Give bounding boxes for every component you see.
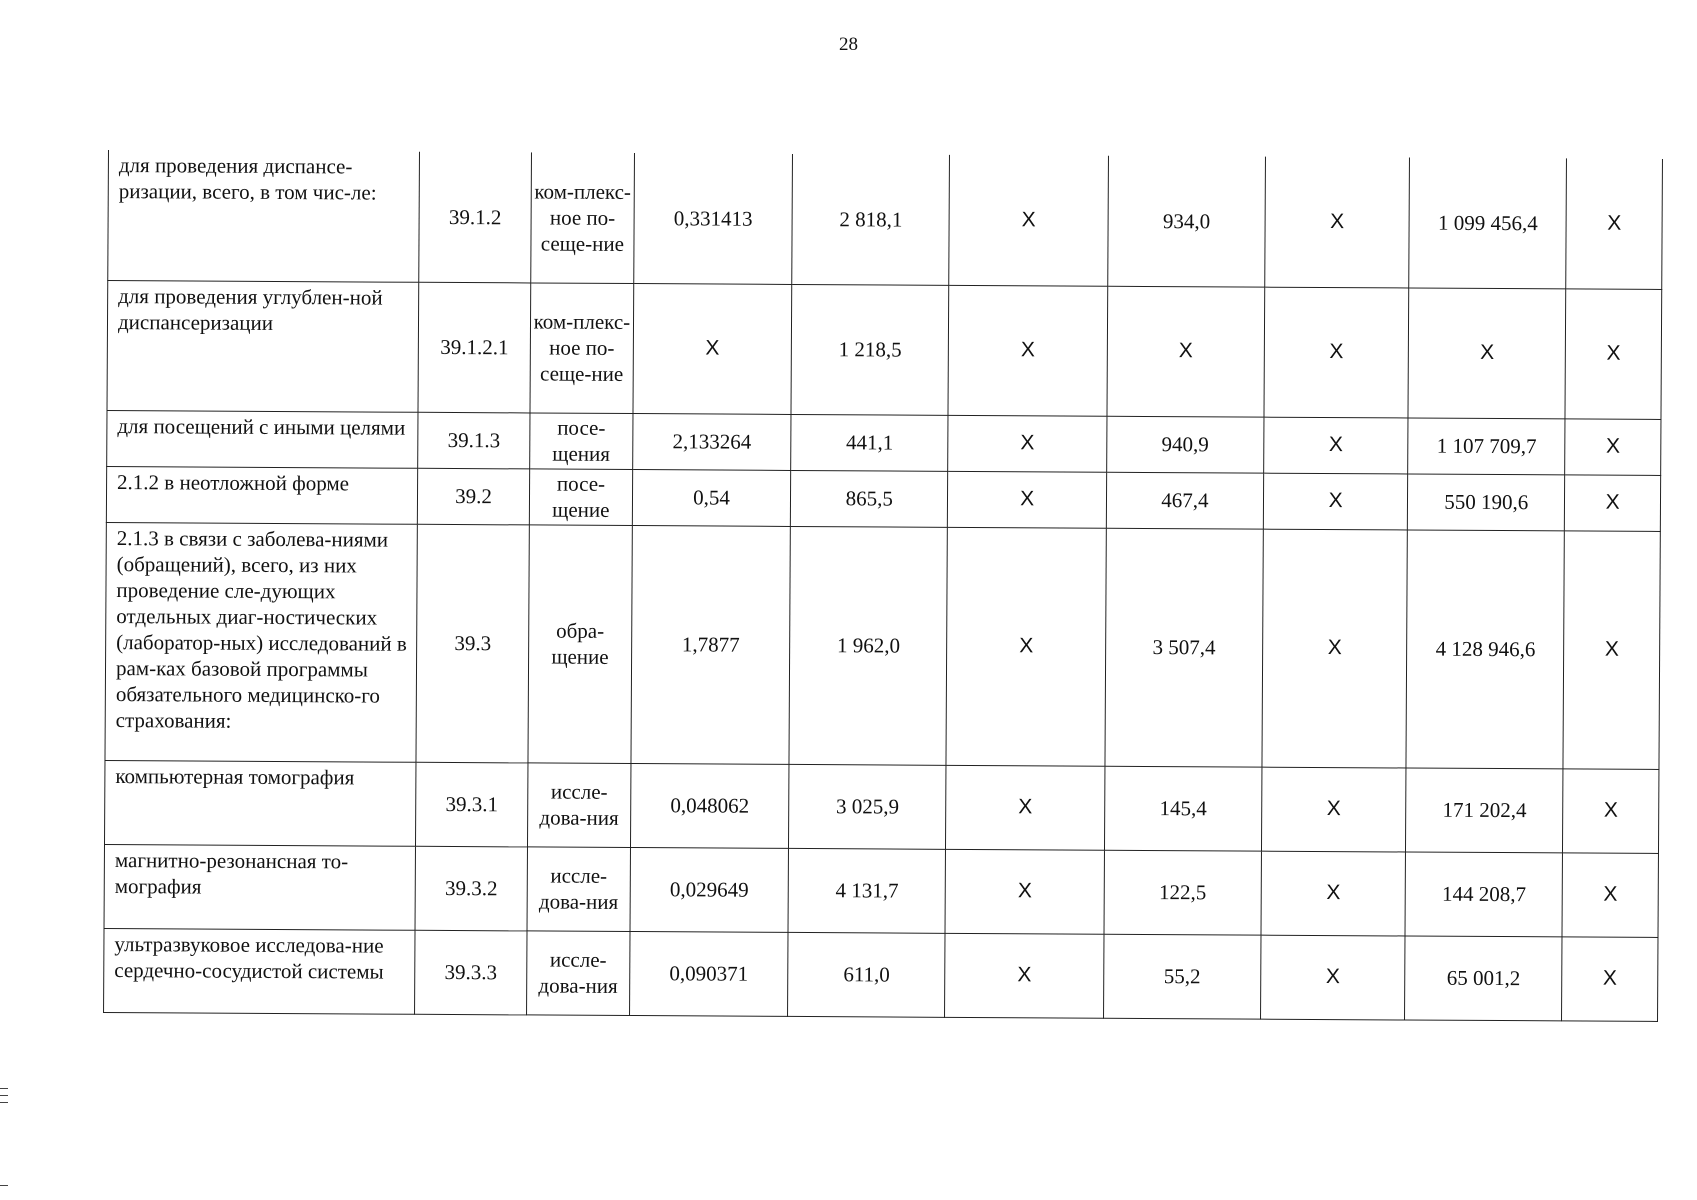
row-value-6: 1 107 709,7 [1408, 417, 1566, 474]
row-value-2: 4 131,7 [788, 848, 946, 933]
scan-margin-mark [0, 1102, 8, 1103]
row-name: 2.1.3 в связи с заболева-ниями (обращений), всего, из них проведение сле-дующих отдельных диаг-ностических (лаборатор-ных) исследований в рам-ках базовой программы обязательного медицинско-го страхования: [105, 522, 418, 762]
row-name: магнитно-резонансная то-мография [104, 844, 416, 930]
row-value-3: Х [946, 527, 1106, 766]
row-value-6: 1 099 456,4 [1409, 157, 1567, 288]
row-value-1: Х [633, 283, 792, 414]
row-value-1: 0,090371 [629, 931, 788, 1016]
page-number: 28 [839, 34, 858, 55]
row-value-3: Х [948, 285, 1107, 416]
row-unit: иссле-дова-ния [527, 846, 630, 931]
table-row [104, 928, 1658, 1021]
row-value-3: Х [945, 933, 1104, 1018]
row-unit: посе-щения [530, 412, 633, 469]
row-value-7: Х [1565, 418, 1661, 475]
row-value-5: Х [1265, 157, 1410, 288]
row-value-3: Х [946, 765, 1105, 850]
row-value-6: Х [1408, 287, 1566, 418]
row-unit: посе-щение [529, 468, 632, 525]
row-value-7: Х [1562, 852, 1658, 937]
row-code: 39.1.2 [419, 152, 531, 283]
row-value-1: 0,048062 [630, 763, 789, 848]
row-value-2: 441,1 [791, 414, 949, 471]
row-value-4: Х [1107, 286, 1265, 417]
row-value-3: Х [949, 155, 1108, 286]
row-unit: обра-щение [528, 524, 632, 763]
row-value-5: Х [1261, 767, 1406, 852]
row-value-7: Х [1563, 530, 1660, 769]
row-value-4: 940,9 [1106, 416, 1264, 473]
row-value-2: 1 218,5 [791, 284, 949, 415]
row-value-7: Х [1563, 768, 1659, 853]
row-code: 39.3 [416, 524, 529, 763]
row-value-5: Х [1261, 935, 1406, 1020]
row-value-5: Х [1262, 529, 1408, 768]
row-value-2: 2 818,1 [792, 154, 950, 285]
row-value-1: 0,331413 [634, 153, 793, 284]
row-name: ультразвуковое исследова-ние сердечно-сосудистой системы [104, 928, 416, 1014]
table-row [105, 522, 1660, 769]
row-value-6: 550 190,6 [1408, 473, 1566, 530]
row-value-4: 467,4 [1106, 472, 1264, 529]
row-name: для проведения диспансе-ризации, всего, в том чис-ле: [108, 150, 420, 282]
row-value-6: 65 001,2 [1405, 935, 1563, 1020]
row-code: 39.3.3 [415, 930, 527, 1015]
row-name: для проведения углублен-ной диспансеризации [107, 280, 419, 412]
row-value-4: 55,2 [1103, 934, 1261, 1019]
table-row [105, 760, 1659, 853]
row-name: 2.1.2 в неотложной форме [106, 466, 418, 524]
row-value-2: 611,0 [788, 932, 946, 1017]
row-value-5: Х [1261, 851, 1406, 936]
row-value-4: 145,4 [1104, 766, 1262, 851]
row-value-1: 2,133264 [633, 413, 792, 470]
scan-margin-mark [0, 1095, 8, 1096]
row-value-5: Х [1264, 287, 1409, 418]
row-name: для посещений с иными целями [107, 410, 419, 468]
row-code: 39.2 [418, 468, 530, 525]
row-value-3: Х [948, 415, 1107, 472]
row-value-4: 122,5 [1104, 850, 1262, 935]
row-value-6: 4 128 946,6 [1406, 529, 1565, 768]
row-value-7: Х [1562, 936, 1658, 1021]
row-code: 39.3.2 [415, 846, 527, 931]
row-code: 39.3.1 [416, 762, 528, 847]
row-value-6: 171 202,4 [1406, 767, 1564, 852]
row-value-5: Х [1263, 473, 1408, 530]
row-value-6: 144 208,7 [1405, 851, 1563, 936]
table-container [103, 150, 1663, 1021]
row-unit: иссле-дова-ния [526, 930, 629, 1015]
scan-margin-mark [0, 1088, 8, 1089]
row-value-7: Х [1565, 288, 1661, 419]
row-value-2: 3 025,9 [789, 764, 947, 849]
row-value-7: Х [1566, 158, 1662, 289]
row-value-3: Х [948, 471, 1107, 528]
table-row [108, 150, 1663, 289]
row-unit: иссле-дова-ния [527, 762, 630, 847]
row-value-2: 1 962,0 [789, 526, 948, 765]
row-value-1: 0,54 [632, 469, 791, 526]
row-value-4: 934,0 [1108, 156, 1266, 287]
row-value-4: 3 507,4 [1105, 528, 1264, 767]
row-value-5: Х [1264, 417, 1409, 474]
row-value-1: 1,7877 [631, 525, 791, 764]
scan-margin-mark [0, 1185, 8, 1186]
table-row [107, 410, 1661, 475]
table-row [104, 844, 1658, 937]
row-value-1: 0,029649 [630, 847, 789, 932]
row-code: 39.1.3 [418, 412, 530, 469]
row-value-2: 865,5 [791, 470, 949, 527]
table-row [107, 280, 1662, 419]
data-table [103, 150, 1663, 1021]
row-unit: ком-плекс-ное по-сеще-ние [531, 152, 635, 283]
row-name: компьютерная томография [105, 760, 417, 846]
row-code: 39.1.2.1 [418, 282, 530, 413]
table-row [106, 466, 1660, 531]
row-unit: ком-плекс-ное по-сеще-ние [530, 282, 634, 413]
row-value-3: Х [945, 849, 1104, 934]
row-value-7: Х [1565, 474, 1661, 531]
